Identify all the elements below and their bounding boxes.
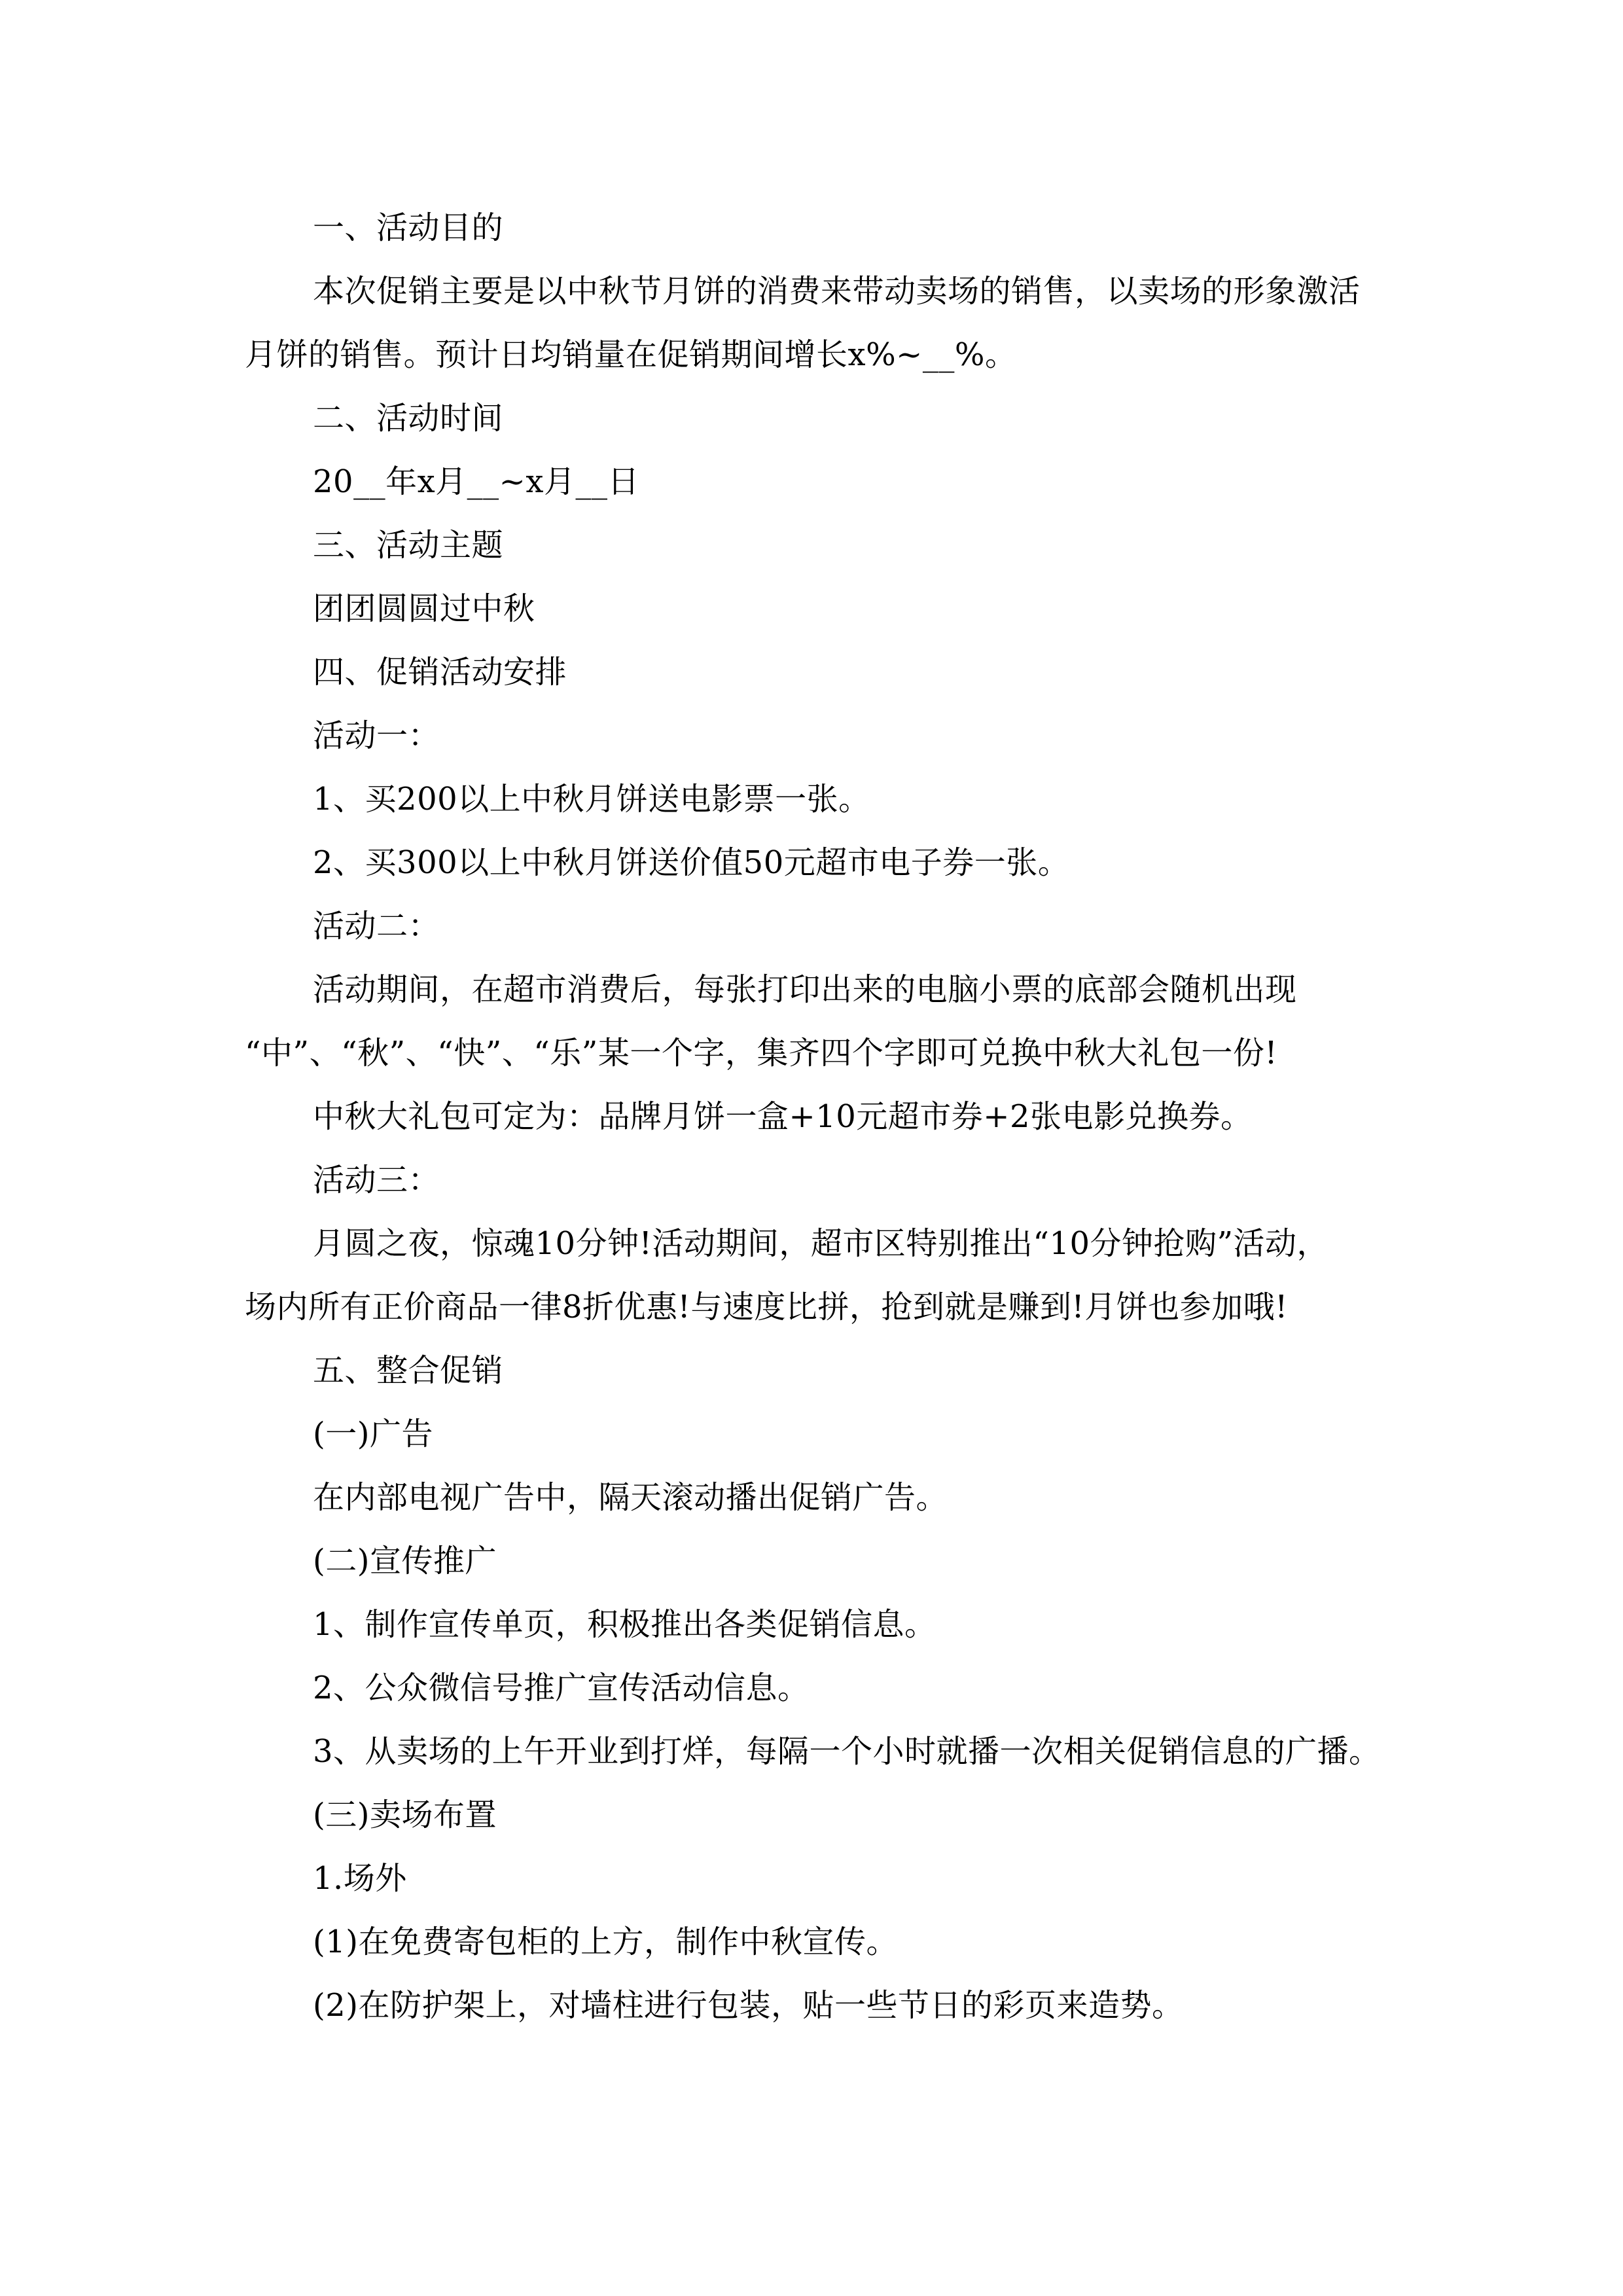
text-line: 月圆之夜，惊魂10分钟!活动期间，超市区特别推出“10分钟抢购”活动， [313, 1225, 1329, 1262]
text-line: (二)宣传推广 [313, 1543, 497, 1579]
text-line: 本次促销主要是以中秋节月饼的消费来带动卖场的销售，以卖场的形象激活 [313, 273, 1361, 310]
text-line: 2、公众微信号推广宣传活动信息。 [313, 1670, 810, 1706]
text-line: 团团圆圆过中秋 [313, 590, 535, 627]
text-line: 四、促销活动安排 [313, 654, 567, 691]
text-line: 20__年x月__~x月__日 [313, 463, 639, 500]
text-line: 二、活动时间 [313, 400, 504, 437]
text-line: 场内所有正价商品一律8折优惠!与速度比拼，抢到就是赚到!月饼也参加哦! [245, 1289, 1288, 1325]
text-line: (2)在防护架上，对墙柱进行包装，贴一些节日的彩页来造势。 [313, 1987, 1184, 2024]
text-line: 1、制作宣传单页，积极推出各类促销信息。 [313, 1606, 936, 1643]
text-line: 活动二： [313, 908, 440, 944]
text-line: 3、从卖场的上午开业到打烊，每隔一个小时就播一次相关促销信息的广播。 [313, 1733, 1381, 1770]
text-line: 一、活动目的 [313, 209, 504, 246]
text-line: 1.场外 [313, 1860, 407, 1897]
text-line: (一)广告 [313, 1416, 433, 1452]
text-line: “中”、“秋”、“快”、“乐”某一个字，集齐四个字即可兑换中秋大礼包一份! [245, 1035, 1278, 1071]
text-line: (1)在免费寄包柜的上方，制作中秋宣传。 [313, 1924, 898, 1960]
text-line: 2、买300以上中秋月饼送价值50元超市电子券一张。 [313, 844, 1070, 881]
text-line: 活动一： [313, 717, 440, 754]
text-line: 活动期间，在超市消费后，每张打印出来的电脑小票的底部会随机出现 [313, 971, 1297, 1008]
text-line: (三)卖场布置 [313, 1797, 497, 1833]
text-line: 中秋大礼包可定为：品牌月饼一盒+10元超市券+2张电影兑换券。 [313, 1098, 1253, 1135]
text-line: 在内部电视广告中，隔天滚动播出促销广告。 [313, 1479, 948, 1516]
text-line: 1、买200以上中秋月饼送电影票一张。 [313, 781, 870, 817]
text-line: 三、活动主题 [313, 527, 504, 564]
text-line: 活动三： [313, 1162, 440, 1198]
document-body [245, 196, 1423, 2037]
text-line: 五、整合促销 [313, 1352, 504, 1389]
text-line: 月饼的销售。预计日均销量在促销期间增长x%~__%。 [245, 336, 1017, 373]
